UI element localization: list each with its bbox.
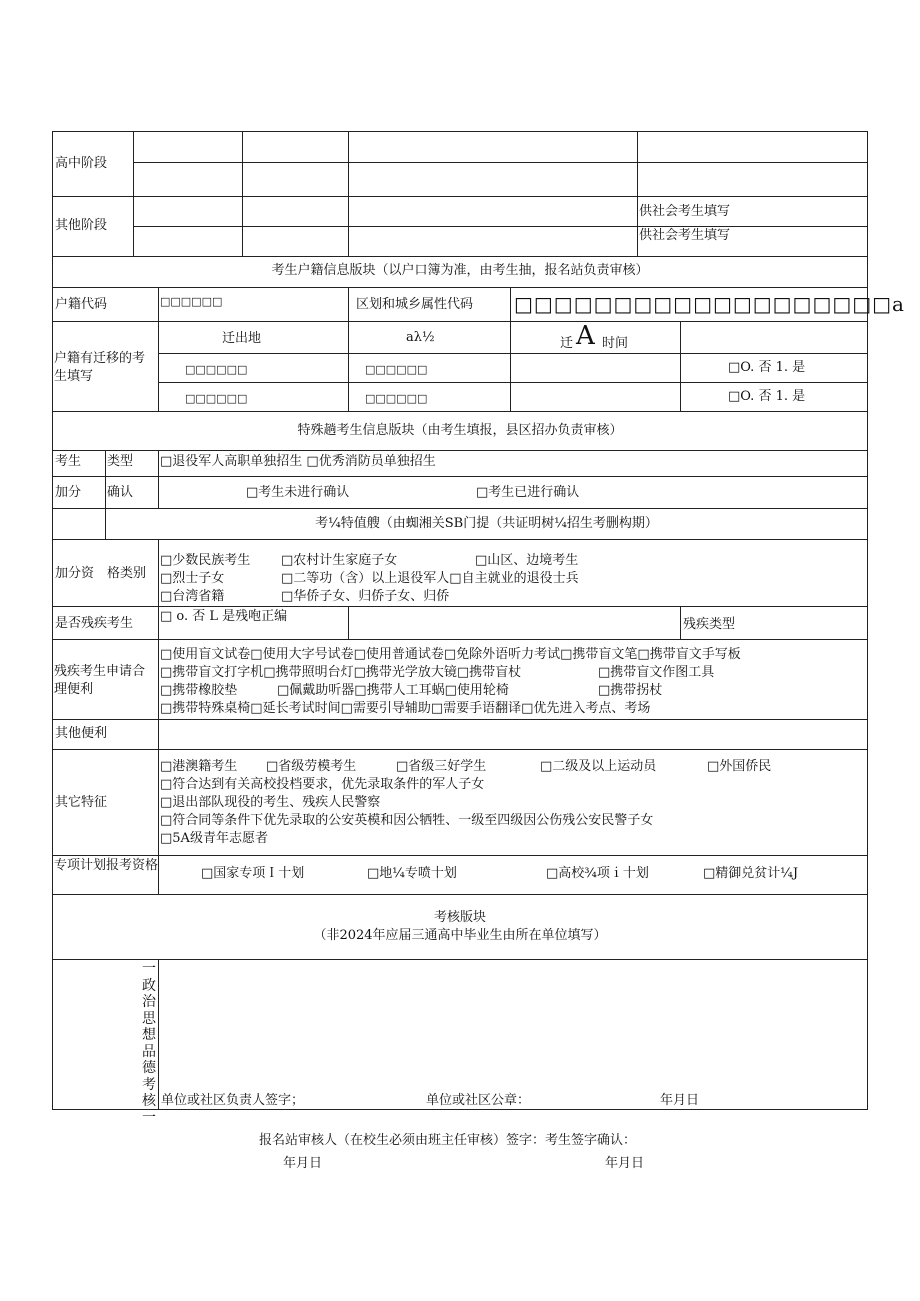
bonus-option[interactable]: □少数民族考生 (160, 553, 251, 568)
household-code-boxes[interactable]: □□□□□□ (160, 295, 223, 308)
line (52, 606, 868, 607)
plan-option[interactable]: □国家专项Ｉ十划 (201, 866, 305, 881)
line (133, 226, 868, 227)
line (52, 719, 868, 720)
line (680, 606, 681, 640)
examinee-label: 考生 (55, 454, 82, 469)
line (52, 411, 868, 412)
line (158, 353, 868, 354)
feature-option[interactable]: □5A级青年志愿者 (160, 831, 268, 846)
review-title: 考核版块 (433, 910, 486, 925)
border-top (52, 131, 868, 132)
line (133, 131, 134, 257)
footer-date-left: 年月日 (283, 1156, 323, 1171)
confirm-label: 确认 (107, 485, 134, 500)
footer-date-right: 年月日 (605, 1156, 645, 1171)
line (52, 256, 868, 257)
move-time-suffix: 时间 (602, 336, 629, 351)
other-stage-label: 其他阶段 (55, 218, 108, 233)
sign-date-label: 年月日 (660, 1093, 700, 1108)
line (52, 196, 868, 197)
move-to-label: aλ½ (406, 330, 435, 345)
line (133, 162, 868, 163)
other-features-label: 其它特征 (55, 795, 108, 810)
household-section-title: 考生户籍信息版块（以户口簿为准，由考生抽，报名站负责审核） (271, 263, 649, 278)
move-flag[interactable]: □O. 否 1. 是 (728, 360, 806, 375)
plan-option[interactable]: □地¼专喷十划 (367, 866, 457, 881)
feature-option[interactable]: □省级三好学生 (396, 759, 487, 774)
disabled-question-label: 是否残疾考生 (55, 616, 134, 631)
bonus-option[interactable]: □台湾省籍 (160, 589, 225, 604)
convenience-line[interactable]: □携带橡胶垫 (160, 683, 238, 698)
bonus-label: 加分 (55, 485, 82, 500)
review-subtitle: （非2024年应届三通高中毕业生由所在单位填写） (313, 928, 607, 943)
other-convenience-label: 其他便利 (55, 726, 108, 741)
special-plan-label: 专项计划报考资格 (54, 858, 159, 873)
line (52, 749, 868, 750)
line (52, 287, 868, 288)
line (348, 606, 349, 640)
social-note: 供社会考生填写 (639, 228, 731, 243)
bonus-option[interactable]: □农村计生家庭子女 (281, 553, 398, 568)
disabled-type-label: 残疾类型 (683, 617, 736, 632)
bonus-title: 考¼特值艘（由蜘湘关SB门提（共证明树¼招生考删构期） (315, 516, 658, 531)
feature-option[interactable]: □退出部队现役的考生、残疾人民警察 (160, 795, 381, 810)
footer-signature-line: 报名站审核人（在校生必须由班主任审核）签字：考生签字确认： (259, 1133, 637, 1148)
line (52, 450, 868, 451)
plan-option[interactable]: □精御兑贫计¼J (703, 866, 799, 881)
convenience-line[interactable]: □使用盲文试卷□使用大字号试卷□使用普通试卷□免除外语听力考试□携带盲文笔□携带盲文手写板 (160, 647, 741, 662)
feature-option[interactable]: □省级劳模考生 (266, 759, 357, 774)
district-code-label: 区划和城乡属性代码 (356, 297, 474, 312)
bonus-option[interactable]: □山区、边境考生 (475, 553, 579, 568)
move-from-boxes[interactable]: □□□□□□ (185, 363, 248, 376)
social-note: 供社会考生填写 (639, 204, 731, 219)
line (158, 539, 159, 895)
confirmed-checkbox[interactable]: □考生已进行确认 (476, 485, 580, 500)
line (52, 476, 868, 477)
convenience-line[interactable]: □携带特殊桌椅□延长考试时间□需要引导辅助□需要手语翻译□优先进入考点、考场 (160, 701, 651, 716)
bonus-qualification-label: 加分资 (55, 566, 95, 581)
feature-option[interactable]: □港澳籍考生 (160, 759, 238, 774)
line (158, 959, 159, 1110)
feature-option[interactable]: □二级及以上运动员 (540, 759, 657, 774)
move-time-big: A (576, 321, 595, 351)
bonus-option[interactable]: □二等功（含）以上退役军人□自主就业的退役士兵 (281, 571, 579, 586)
household-code-label: 户籍代码 (55, 297, 108, 312)
convenience-line[interactable]: □佩戴助听器□携带人工耳蜗□使用轮椅 (277, 683, 509, 698)
sign-seal-label: 单位或社区公章： (426, 1093, 531, 1108)
line (158, 287, 159, 412)
line (52, 321, 868, 322)
move-flag[interactable]: □O. 否 1. 是 (728, 389, 806, 404)
sign-person-label: 单位或社区负责人签字； (161, 1093, 305, 1108)
type-label: 类型 (107, 454, 134, 469)
type-options[interactable]: □退役军人高职单独招生 □优秀消防员单独招生 (160, 454, 436, 469)
move-to-boxes[interactable]: □□□□□□ (365, 363, 428, 376)
district-code-boxes[interactable]: □□□□□□□□□□□□□□□□□□□a (514, 292, 905, 316)
line (52, 508, 868, 509)
border-bottom (52, 1109, 868, 1110)
plan-option[interactable]: □高校¾项ｉ十划 (546, 866, 649, 881)
move-time-prefix: 迁 (560, 336, 574, 351)
line (348, 287, 349, 322)
line (158, 450, 159, 508)
bonus-option[interactable]: □华侨子女、归侨子女、归侨 (281, 589, 450, 604)
move-from-boxes[interactable]: □□□□□□ (185, 392, 248, 405)
line (52, 639, 868, 640)
feature-option[interactable]: □外国侨民 (707, 759, 772, 774)
bonus-qualification-label2: 格类别 (107, 566, 147, 581)
line (637, 131, 638, 257)
line (52, 894, 868, 895)
feature-option[interactable]: □符合达到有关高校投档要求，优先录取条件的军人子女 (160, 777, 485, 792)
convenience-line[interactable]: □携带盲文打字机□携带照明台灯□携带光学放大镜□携带盲杖 (160, 665, 522, 680)
convenience-line[interactable]: □携带拐杖 (598, 683, 663, 698)
line (348, 131, 349, 257)
line (242, 131, 243, 257)
line (680, 321, 681, 412)
disabled-convenience-label: 残疾考生申请合理便利 (54, 664, 146, 697)
move-to-boxes[interactable]: □□□□□□ (365, 392, 428, 405)
unconfirmed-checkbox[interactable]: □考生未进行确认 (246, 485, 350, 500)
line (510, 287, 511, 412)
migration-label: 户籍有迁移的考生填写 (54, 351, 146, 384)
line (158, 382, 868, 383)
high-school-label: 高中阶段 (55, 156, 108, 171)
line (52, 539, 868, 540)
line (52, 855, 868, 856)
feature-option[interactable]: □符合同等条件下优先录取的公安英模和因公牺牲、一级至四级因公伤残公安民警子女 (160, 813, 654, 828)
disabled-question-value[interactable]: □ o. 否 L 是残咆正编 (160, 609, 288, 624)
special-section-title: 特殊趟考生信息版块（由考生填报，县区招办负责审核） (297, 423, 623, 438)
move-from-label: 迁出地 (222, 331, 262, 346)
bonus-option[interactable]: □烈士子女 (160, 571, 225, 586)
review-vertical-label: 一政治思想品德考核一 (142, 961, 156, 1126)
line (348, 321, 349, 412)
line (52, 959, 868, 960)
convenience-line[interactable]: □携带盲文作图工具 (598, 665, 715, 680)
